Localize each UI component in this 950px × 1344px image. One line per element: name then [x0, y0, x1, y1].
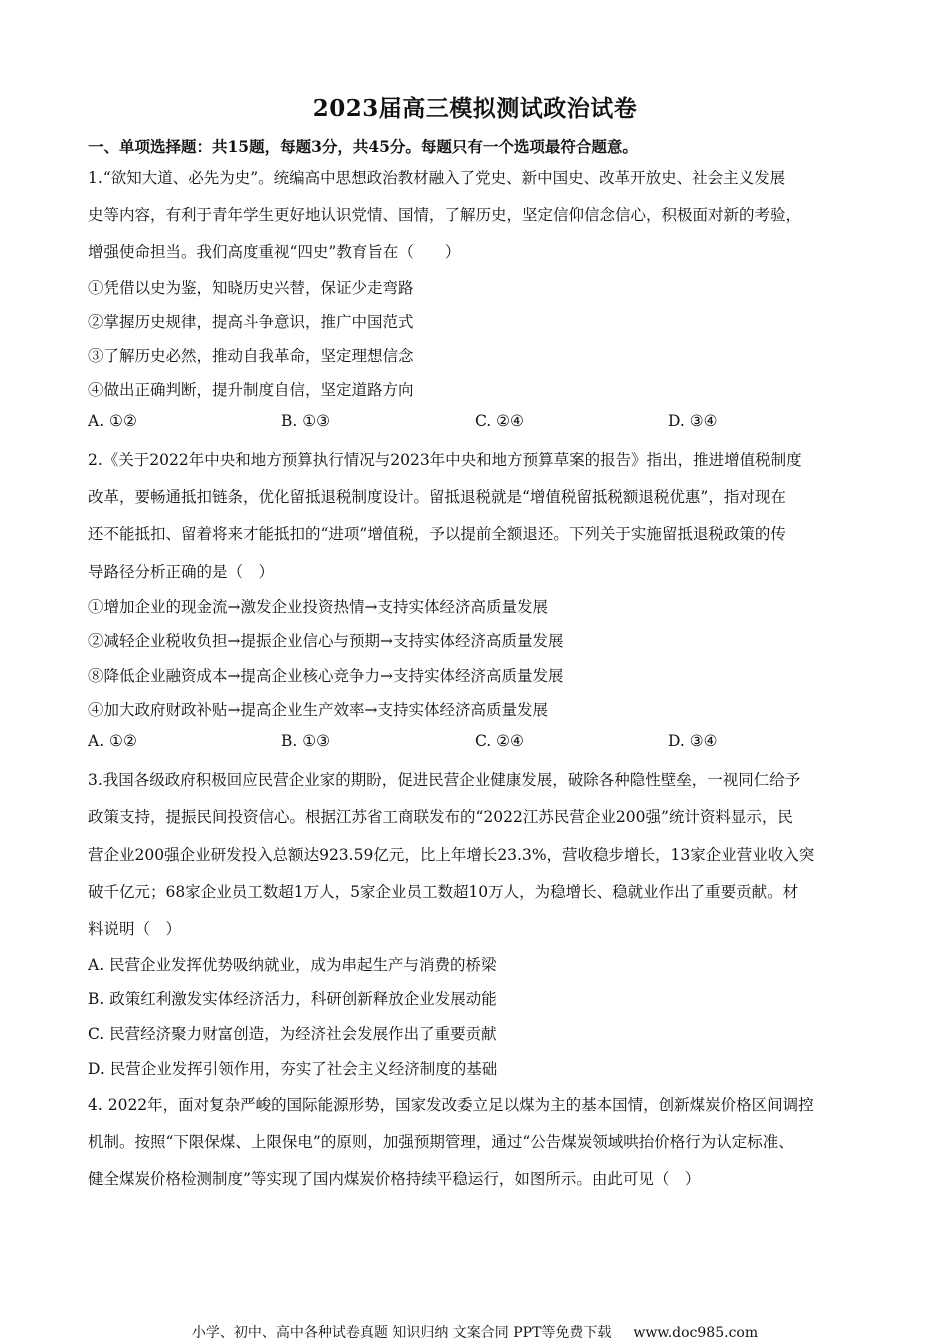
q1-item: ②掌握历史规律，提高斗争意识，推广中国范式 [88, 313, 414, 331]
q1-option-c: C. ②④ [475, 412, 524, 430]
q3-stem-line: 破千亿元；68家企业员工数超1万人，5家企业员工数超10万人，为稳增长、稳就业作出了重要贡献。材 [88, 883, 799, 901]
q2-option-b: B. ①③ [281, 732, 331, 750]
q1-item: ④做出正确判断，提升制度自信，坚定道路方向 [88, 381, 414, 399]
q2-stem-line: 2.《关于2022年中央和地方预算执行情况与2023年中央和地方预算草案的报告》指出，推进增值税制度 [88, 451, 802, 469]
footer [0, 1322, 950, 1342]
q3-option-d: D. 民营企业发挥引领作用，夯实了社会主义经济制度的基础 [88, 1060, 498, 1078]
q4-stem-line: 机制。按照“下限保煤、上限保电”的原则，加强预期管理，通过“公告煤炭领域哄抬价格行为认定标准、 [88, 1133, 794, 1151]
q2-item: ⑧降低企业融资成本→提高企业核心竞争力→支持实体经济高质量发展 [88, 667, 564, 685]
q3-option-c: C. 民营经济聚力财富创造，为经济社会发展作出了重要贡献 [88, 1025, 497, 1043]
q1-stem-line: 史等内容，有利于青年学生更好地认识党情、国情，了解历史，坚定信仰信念信心，积极面对新的考验， [88, 206, 802, 224]
q2-stem-line: 导路径分析正确的是（ ） [88, 563, 275, 581]
footer-text: 小学、初中、高中各种试卷真题 知识归纳 文案合同 PPT等免费下载 [191, 1325, 612, 1341]
q2-option-a: A. ①② [88, 732, 137, 750]
q3-stem-line: 政策支持，提振民间投资信心。根据江苏省工商联发布的“2022江苏民营企业200强”统计资料显示，民 [88, 808, 793, 826]
q2-item: ④加大政府财政补贴→提高企业生产效率→支持实体经济高质量发展 [88, 701, 548, 719]
q4-stem-line: 4. 2022年，面对复杂严峻的国际能源形势，国家发改委立足以煤为主的基本国情，创新煤炭价格区间调控 [88, 1096, 814, 1114]
q3-stem-line: 营企业200强企业研发投入总额达923.59亿元，比上年增长23.3%，营收稳步增长，13家企业营业收入突 [88, 846, 815, 864]
q3-stem-line: 料说明（ ） [88, 920, 182, 938]
q2-item: ①增加企业的现金流→激发企业投资热情→支持实体经济高质量发展 [88, 598, 548, 616]
q1-item: ①凭借以史为鉴，知晓历史兴替，保证少走弯路 [88, 279, 414, 297]
footer-url[interactable]: www.doc985.com [633, 1325, 759, 1341]
q1-option-b: B. ①③ [281, 412, 331, 430]
q1-stem-line: 增强使命担当。我们高度重视“四史”教育旨在（ ） [88, 243, 461, 261]
q2-option-d: D. ③④ [668, 732, 718, 750]
q1-option-d: D. ③④ [668, 412, 718, 430]
q4-stem-line: 健全煤炭价格检测制度”等实现了国内煤炭价格持续平稳运行，如图所示。由此可见（ ） [88, 1170, 701, 1188]
q3-stem-line: 3.我国各级政府积极回应民营企业家的期盼，促进民营企业健康发展，破除各种隐性壁垒，一视同仁给予 [88, 771, 801, 789]
q2-item: ②减轻企业税收负担→提振企业信心与预期→支持实体经济高质量发展 [88, 632, 564, 650]
q3-option-b: B. 政策红利激发实体经济活力，科研创新释放企业发展动能 [88, 990, 497, 1008]
page-title: 2023届高三模拟测试政治试卷 [312, 95, 638, 122]
q3-option-a: A. 民营企业发挥优势吸纳就业，成为串起生产与消费的桥梁 [88, 956, 497, 974]
q2-option-c: C. ②④ [475, 732, 524, 750]
q1-stem-line: 1.“欲知大道、必先为史”。统编高中思想政治教材融入了党史、新中国史、改革开放史、社会主义发展 [88, 169, 786, 187]
section-heading: 一、单项选择题：共15题，每题3分，共45分。每题只有一个选项最符合题意。 [88, 137, 638, 156]
q1-item: ③了解历史必然，推动自我革命，坚定理想信念 [88, 347, 414, 365]
q2-stem-line: 还不能抵扣、留着将来才能抵扣的“进项”增值税，予以提前全额退还。下列关于实施留抵退税政策的传 [88, 525, 786, 543]
q2-stem-line: 改革，要畅通抵扣链条，优化留抵退税制度设计。留抵退税就是“增值税留抵税额退税优惠”，指对现在 [88, 488, 786, 506]
q1-option-a: A. ①② [88, 412, 137, 430]
